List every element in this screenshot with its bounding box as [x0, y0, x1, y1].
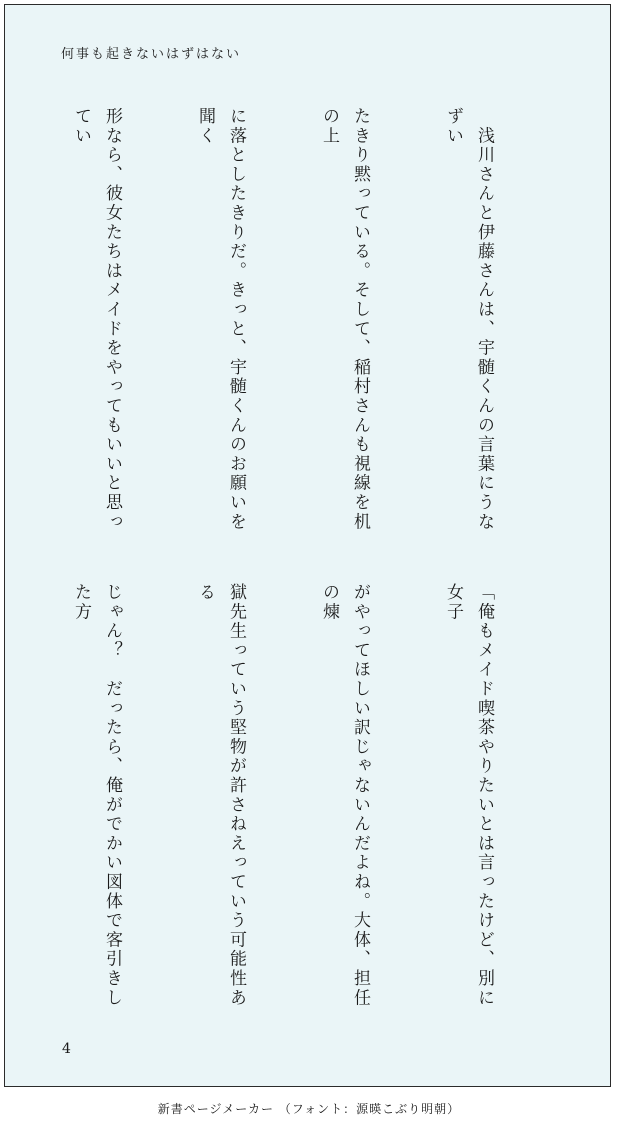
text-block-lower — [71, 583, 561, 1021]
text-line: 獄先生っていう堅物が許さねえっていう可能性ある — [195, 583, 246, 1008]
footer-credit: 新書ページメーカー （フォント：源暎こぶり明朝） — [157, 1102, 461, 1116]
text-line: に落としたきりだ。きっと、宇髄くんのお願いを聞く — [195, 107, 246, 532]
text-line — [0, 583, 3, 1021]
text-line: 形なら、彼女たちはメイドをやってもいいと思ってい — [71, 107, 122, 532]
text-line: 浅川さんと伊藤さんは、宇髄くんの言葉にうなずい — [443, 107, 494, 532]
text-line — [0, 107, 3, 545]
text-line: がやってほしい訳じゃないんだよね。大体、担任の煉 — [319, 583, 370, 1008]
text-line: たきり黙っている。そして、稲村さんも視線を机の上 — [319, 107, 370, 532]
text-line: 「俺もメイド喫茶やりたいとは言ったけど、別に女子 — [443, 583, 494, 1008]
page-frame — [4, 4, 611, 1087]
running-title: 何事も起きないはずはない — [61, 47, 242, 62]
text-block-upper — [61, 107, 561, 545]
text-line: じゃん？ だったら、俺がでかい図体で客引きした方 — [71, 583, 122, 1008]
page-number: 4 — [62, 1041, 71, 1057]
